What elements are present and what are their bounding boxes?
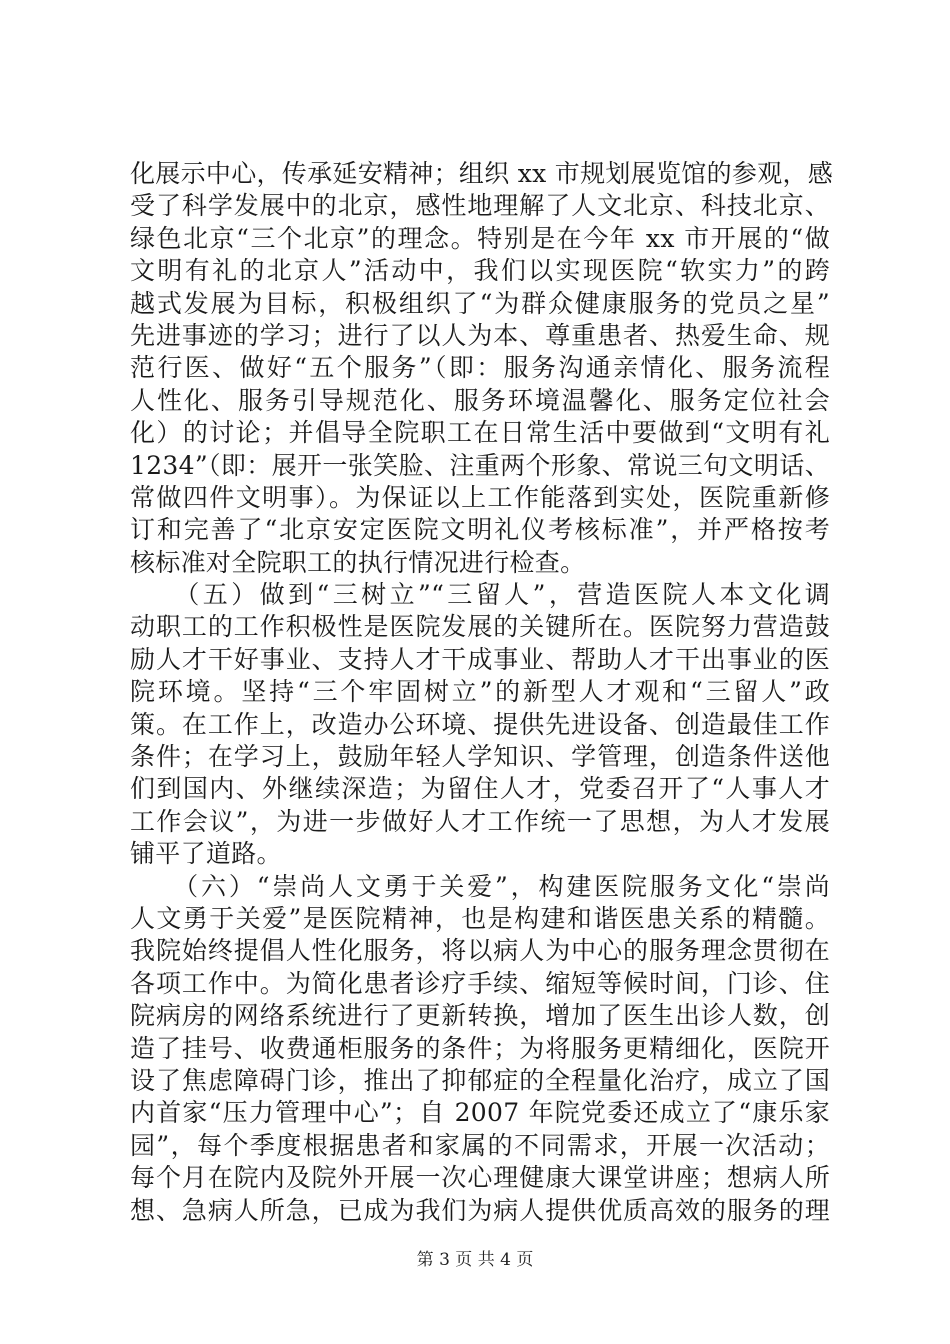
text-line: 励人才干好事业、支持人才干成事业、帮助人才干出事业的医 (130, 644, 830, 674)
text-line: 想、急病人所急，已成为我们为病人提供优质高效的服务的理 (130, 1195, 830, 1225)
text-line: 造了挂号、收费通柜服务的条件；为将服务更精细化，医院开 (130, 1033, 830, 1063)
text-line: 绿色北京“三个北京”的理念。特别是在今年 xx 市开展的“做 (130, 223, 830, 253)
text-line: 核标准对全院职工的执行情况进行检查。 (130, 547, 586, 577)
text-line: 院环境。坚持“三个牢固树立”的新型人才观和“三留人”政 (130, 677, 830, 707)
text-line: 工作会议”，为进一步做好人才工作统一了思想，为人才发展 (130, 806, 830, 836)
text-line: 条件；在学习上，鼓励年轻人学知识、学管理，创造条件送他 (130, 742, 830, 772)
text-line: 越式发展为目标，积极组织了“为群众健康服务的党员之星” (130, 288, 830, 318)
text-line: 铺平了道路。 (130, 839, 282, 869)
text-line: 范行医、做好“五个服务”（即：服务沟通亲情化、服务流程 (130, 353, 830, 383)
text-line: 们到国内、外继续深造；为留住人才，党委召开了“人事人才 (130, 774, 830, 804)
document-body (130, 158, 834, 1227)
text-line: 人文勇于关爱”是医院精神，也是构建和谐医患关系的精髓。 (130, 903, 830, 933)
text-line: 常做四件文明事）。为保证以上工作能落到实处，医院重新修 (130, 482, 830, 512)
text-line: 动职工的工作积极性是医院发展的关键所在。医院努力营造鼓 (130, 612, 830, 642)
text-line: 各项工作中。为简化患者诊疗手续、缩短等候时间，门诊、住 (130, 968, 830, 998)
text-line: 订和完善了“北京安定医院文明礼仪考核标准”，并严格按考 (130, 515, 830, 545)
text-line: 人性化、服务引导规范化、服务环境温馨化、服务定位社会 (130, 385, 830, 415)
text-line: 内首家“压力管理中心”；自 2007 年院党委还成立了“康乐家 (130, 1098, 830, 1128)
text-line: 化展示中心，传承延安精神；组织 xx 市规划展览馆的参观，感 (130, 159, 834, 188)
text-line: 每个月在院内及院外开展一次心理健康大课堂讲座；想病人所 (130, 1163, 830, 1193)
text-line: 设了焦虑障碍门诊，推出了抑郁症的全程量化治疗，成立了国 (130, 1065, 830, 1095)
page-footer: 第 3 页 共 4 页 (416, 1250, 534, 1270)
text-line: 文明有礼的北京人”活动中，我们以实现医院“软实力”的跨 (130, 256, 830, 286)
text-line: 园”，每个季度根据患者和家属的不同需求，开展一次活动； (130, 1130, 830, 1160)
text-line: （六）“崇尚人文勇于关爱”，构建医院服务文化“崇尚 (130, 871, 830, 901)
text-line: 策。在工作上，改造办公环境、提供先进设备、创造最佳工作 (130, 709, 830, 739)
text-line: 先进事迹的学习；进行了以人为本、尊重患者、热爱生命、规 (130, 320, 830, 350)
text-line: 化）的讨论；并倡导全院职工在日常生活中要做到“文明有礼 (130, 418, 830, 448)
text-line: （五）做到“三树立”“三留人”，营造医院人本文化调 (130, 580, 830, 610)
text-line: 院病房的网络系统进行了更新转换，增加了医生出诊人数，创 (130, 1001, 830, 1031)
text-line: 1234”（即：展开一张笑脸、注重两个形象、常说三句文明话、 (130, 450, 830, 480)
text-line: 受了科学发展中的北京，感性地理解了人文北京、科技北京、 (130, 191, 830, 221)
text-line: 我院始终提倡人性化服务，将以病人为中心的服务理念贯彻在 (130, 936, 830, 966)
